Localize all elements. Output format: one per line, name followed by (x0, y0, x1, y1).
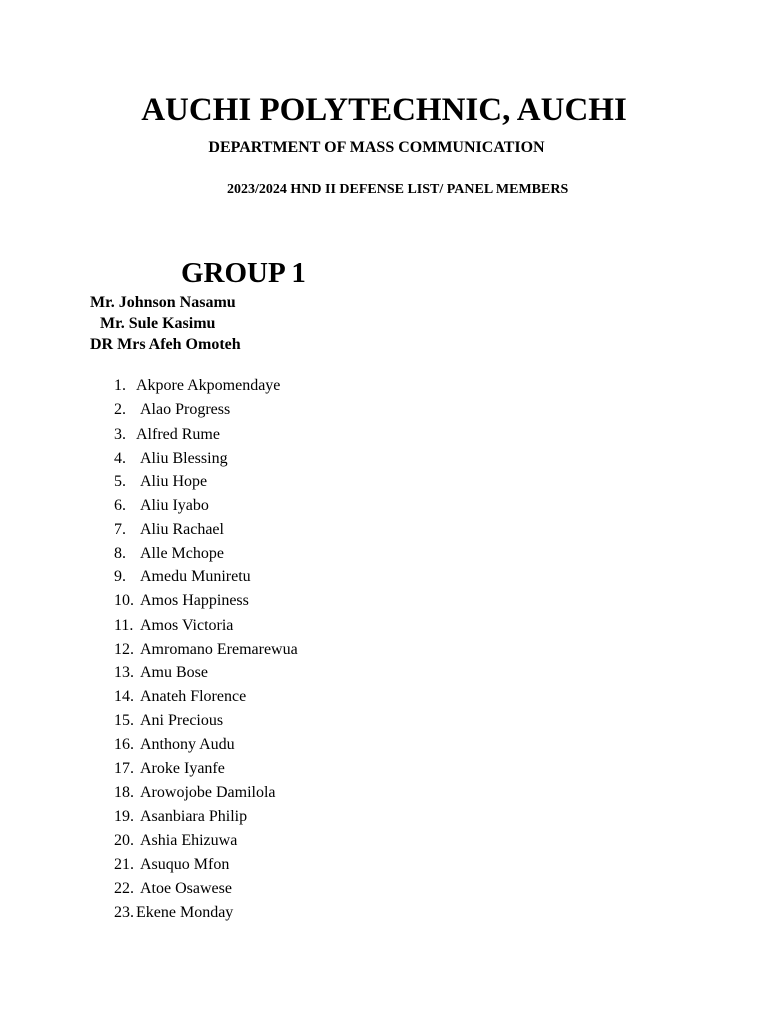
student-name: Atoe Osawese (140, 880, 232, 897)
student-name: Aroke Iyanfe (140, 760, 225, 777)
item-number: 22. (114, 880, 134, 897)
student-name: Amos Happiness (140, 592, 249, 609)
item-number: 7. (114, 521, 126, 538)
item-number: 10. (114, 592, 134, 609)
item-number: 23. (114, 904, 134, 921)
item-number: 11. (114, 617, 134, 634)
item-number: 15. (114, 712, 134, 729)
item-number: 19. (114, 808, 134, 825)
item-number: 18. (114, 784, 134, 801)
panel-member: DR Mrs Afeh Omoteh (90, 336, 241, 353)
student-name: Amedu Muniretu (140, 568, 251, 585)
item-number: 16. (114, 736, 134, 753)
student-name: Anateh Florence (140, 688, 247, 705)
panel-member: Mr. Sule Kasimu (100, 315, 216, 332)
item-number: 20. (114, 832, 134, 849)
student-name: Aliu Rachael (140, 521, 224, 538)
student-name: Asanbiara Philip (140, 808, 248, 825)
student-name: Ekene Monday (136, 904, 234, 921)
item-number: 4. (114, 450, 126, 467)
student-name: Aliu Iyabo (140, 497, 209, 514)
student-name: Aliu Hope (140, 473, 208, 490)
student-name: Anthony Audu (140, 736, 235, 753)
institution-title: AUCHI POLYTECHNIC, AUCHI (141, 92, 627, 128)
student-name: Ani Precious (140, 712, 224, 729)
student-name: Amu Bose (140, 664, 208, 681)
student-name: Akpore Akpomendaye (136, 377, 281, 394)
student-name: Amromano Eremarewua (140, 641, 298, 658)
student-name: Alao Progress (140, 401, 231, 418)
panel-member: Mr. Johnson Nasamu (90, 294, 236, 311)
item-number: 2. (114, 401, 126, 418)
student-name: Alle Mchope (140, 545, 224, 562)
department-heading: DEPARTMENT OF MASS COMMUNICATION (208, 139, 545, 156)
item-number: 13. (114, 664, 134, 681)
item-number: 17. (114, 760, 134, 777)
item-number: 12. (114, 641, 134, 658)
item-number: 5. (114, 473, 126, 490)
student-name: Asuquo Mfon (140, 856, 230, 873)
student-name: Alfred Rume (136, 426, 220, 443)
student-name: Aliu Blessing (140, 450, 228, 467)
student-name: Arowojobe Damilola (140, 784, 276, 801)
item-number: 3. (114, 426, 126, 443)
item-number: 8. (114, 545, 126, 562)
group-title: GROUP 1 (181, 257, 306, 289)
student-name: Ashia Ehizuwa (140, 832, 238, 849)
item-number: 1. (114, 377, 126, 394)
item-number: 21. (114, 856, 134, 873)
item-number: 6. (114, 497, 126, 514)
student-name: Amos Victoria (140, 617, 234, 634)
item-number: 9. (114, 568, 126, 585)
item-number: 14. (114, 688, 134, 705)
defense-list-title: 2023/2024 HND II DEFENSE LIST/ PANEL MEMBERS (227, 182, 569, 197)
